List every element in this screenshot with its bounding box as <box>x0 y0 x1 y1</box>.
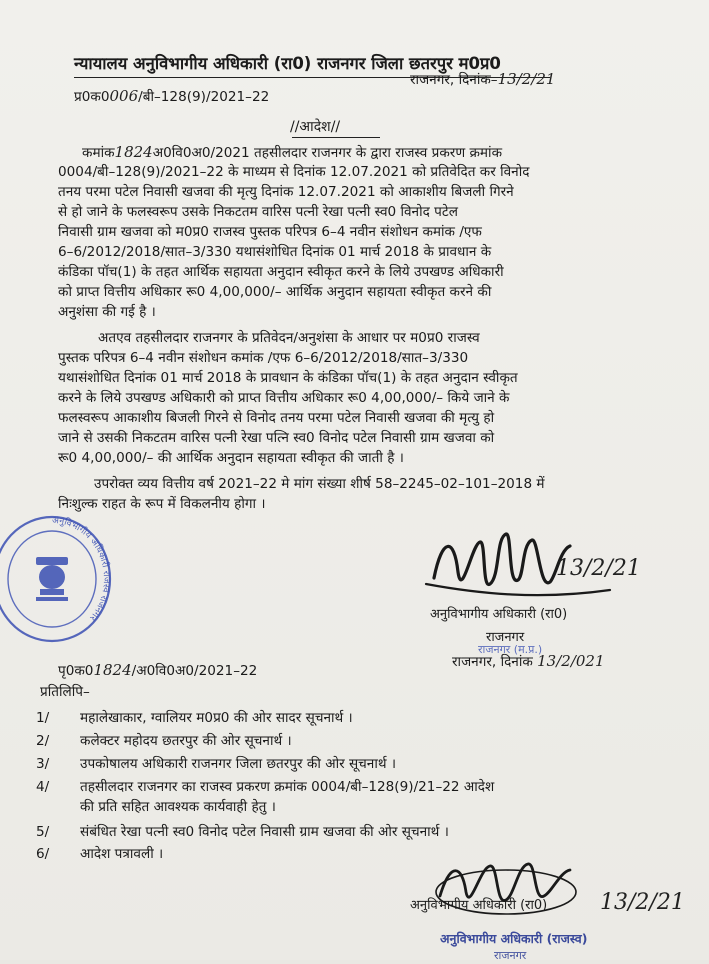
signature-1-date: 13/2/021 <box>537 652 605 670</box>
case-ref-prefix: प्र0क0 <box>74 89 110 105</box>
copy-reference <box>58 662 257 680</box>
signature-2-stamp-place: राजनगर <box>494 949 527 962</box>
copy-item-3-num: 3/ <box>36 756 50 772</box>
case-ref-number: 006 <box>109 87 139 105</box>
body-line: निःशुल्क राहत के रूप में विकलनीय होगा । <box>58 496 266 512</box>
sign-date-2: 13/2/21 <box>600 890 685 915</box>
body-line-1 <box>82 144 502 162</box>
copy-item-3: उपकोषालय अधिकारी राजनगर जिला छतरपुर की ओर सूचनार्थ । <box>80 756 397 772</box>
body-line: से हो जाने के फलस्वरूप उसके निकटतम वारिस पत्नी रेखा पत्नी स्व0 विनोद पटेल <box>58 204 458 220</box>
case-reference <box>74 88 269 106</box>
copy-ref-prefix: पृ0क0 <box>58 663 94 679</box>
body-line: अतएव तहसीलदार राजनगर के प्रतिवेदन/अनुशंसा के आधार पर म0प्र0 राजस्व <box>98 330 480 346</box>
body-line: फलस्वरूप आकाशीय बिजली गिरने से विनोद तनय परमा पटेल निवासी खजवा की मृत्यु हो <box>58 410 495 426</box>
office-seal <box>0 505 112 655</box>
copy-item-2-num: 2/ <box>36 733 50 749</box>
copy-item-4-line-2: की प्रति सहित आवश्यक कार्यवाही हेतु । <box>80 799 276 815</box>
body-line: 6–6/2012/2018/सात–3/330 यथासंशोधित दिनांक 01 मार्च 2018 के प्रावधान के <box>58 244 492 260</box>
case-ref-suffix: /बी–128(9)/2021–22 <box>138 89 270 105</box>
copy-item-5-num: 5/ <box>36 824 50 840</box>
copy-item-6: आदेश पत्रावली । <box>80 846 164 862</box>
signature-2-designation: अनुविभागीय अधिकारी (रा0) <box>410 898 548 913</box>
body-line: यथासंशोधित दिनांक 01 मार्च 2018 के प्रावधान के कंडिका पॉच(1) के तहत अनुदान स्वीकृत <box>58 370 518 386</box>
copy-item-4-num: 4/ <box>36 779 50 795</box>
body-line: करने के लिये उपखण्ड अधिकारी को प्राप्त वित्तीय अधिकार रू0 4,00,000/– किये जाने के <box>58 390 510 406</box>
signature-1-place-date <box>452 653 605 671</box>
order-heading: //आदेश// <box>290 119 341 135</box>
header-place-date-prefix: राजनगर, दिनांक– <box>410 72 498 88</box>
body-line: 0004/बी–128(9)/2021–22 के माध्यम से दिनांक 12.07.2021 को प्रतिवेदित कर विनोद <box>58 164 530 180</box>
body-line-1-pre: कमांक <box>82 145 115 161</box>
body-line: कंडिका पॉच(1) के तहत आर्थिक सहायता अनुदान स्वीकृत करने के लिये उपखण्ड अधिकारी <box>58 264 504 280</box>
body-line: तनय परमा पटेल निवासी खजवा की मृत्यु दिनांक 12.07.2021 को आकाशीय बिजली गिरने <box>58 184 514 200</box>
body-line-1-post: अ0वि0अ0/2021 तहसीलदार राजनगर के द्वारा राजस्व प्रकरण क्रमांक <box>152 145 503 161</box>
copy-ref-number: 1824 <box>93 661 132 679</box>
copy-item-1: महालेखाकार, ग्वालियर म0प्र0 की ओर सादर सूचनार्थ । <box>80 710 353 726</box>
court-title: न्यायालय अनुविभागीय अधिकारी (रा0) राजनगर जिला छतरपुर म0प्र0 <box>74 54 501 73</box>
copy-item-4-line-1: तहसीलदार राजनगर का राजस्व प्रकरण क्रमांक 0004/बी–128(9)/21–22 आदेश <box>80 779 495 795</box>
copy-item-2: कलेक्टर महोदय छतरपुर की ओर सूचनार्थ । <box>80 733 292 749</box>
body-line: निवासी ग्राम खजवा को म0प्र0 राजस्व पुस्तक परिपत्र 6–4 नवीन संशोधन कमांक /एफ <box>58 224 482 240</box>
body-line: उपरोक्त व्यय वित्तीय वर्ष 2021–22 मे मांग संख्या शीर्ष 58–2245–02–101–2018 में <box>94 476 545 492</box>
state-emblem-icon <box>36 557 68 601</box>
seal-ring-text: अनुविभागीय अधिकारी राजस्व राजनगर <box>51 515 112 623</box>
copy-item-5: संबंधित रेखा पत्नी स्व0 विनोद पटेल निवासी ग्राम खजवा की ओर सूचनार्थ । <box>80 824 449 840</box>
body-line: अनुशंसा की गई है । <box>58 304 156 320</box>
signature-1-place: राजनगर <box>486 630 525 645</box>
header-place-date <box>410 71 555 89</box>
body-line: रू0 4,00,000/– की आर्थिक अनुदान सहायता स्वीकृत की जाती है । <box>58 450 404 466</box>
copy-item-6-num: 6/ <box>36 846 50 862</box>
signature-1-stamp: राजनगर (म.प्र.) <box>478 643 543 656</box>
signature-1-place-date-prefix: राजनगर, दिनांक <box>452 654 533 670</box>
copy-ref-suffix: /अ0वि0अ0/2021–22 <box>131 663 258 679</box>
copy-item-1-num: 1/ <box>36 710 50 726</box>
order-heading-underline <box>292 137 380 138</box>
order-number-handwritten: 1824 <box>114 143 153 161</box>
copy-heading: प्रतिलिपि– <box>40 684 90 700</box>
signature-1-designation: अनुविभागीय अधिकारी (रा0) <box>430 607 568 622</box>
sign-date-1: 13/2/21 <box>556 556 641 581</box>
header-date-handwritten: 13/2/21 <box>497 70 556 88</box>
signature-2-stamp-designation: अनुविभागीय अधिकारी (राजस्व) <box>440 931 588 946</box>
body-line: पुस्तक परिपत्र 6–4 नवीन संशोधन कमांक /एफ 6–6/2012/2018/सात–3/330 <box>58 350 469 366</box>
body-line: को प्राप्त वित्तीय अधिकार रू0 4,00,000/– आर्थिक अनुदान सहायता स्वीकृत करने की <box>58 284 492 300</box>
body-line: जाने से उसकी निकटतम वारिस पत्नी रेखा पत्नि स्व0 विनोद पटेल निवासी ग्राम खजवा को <box>58 430 495 446</box>
